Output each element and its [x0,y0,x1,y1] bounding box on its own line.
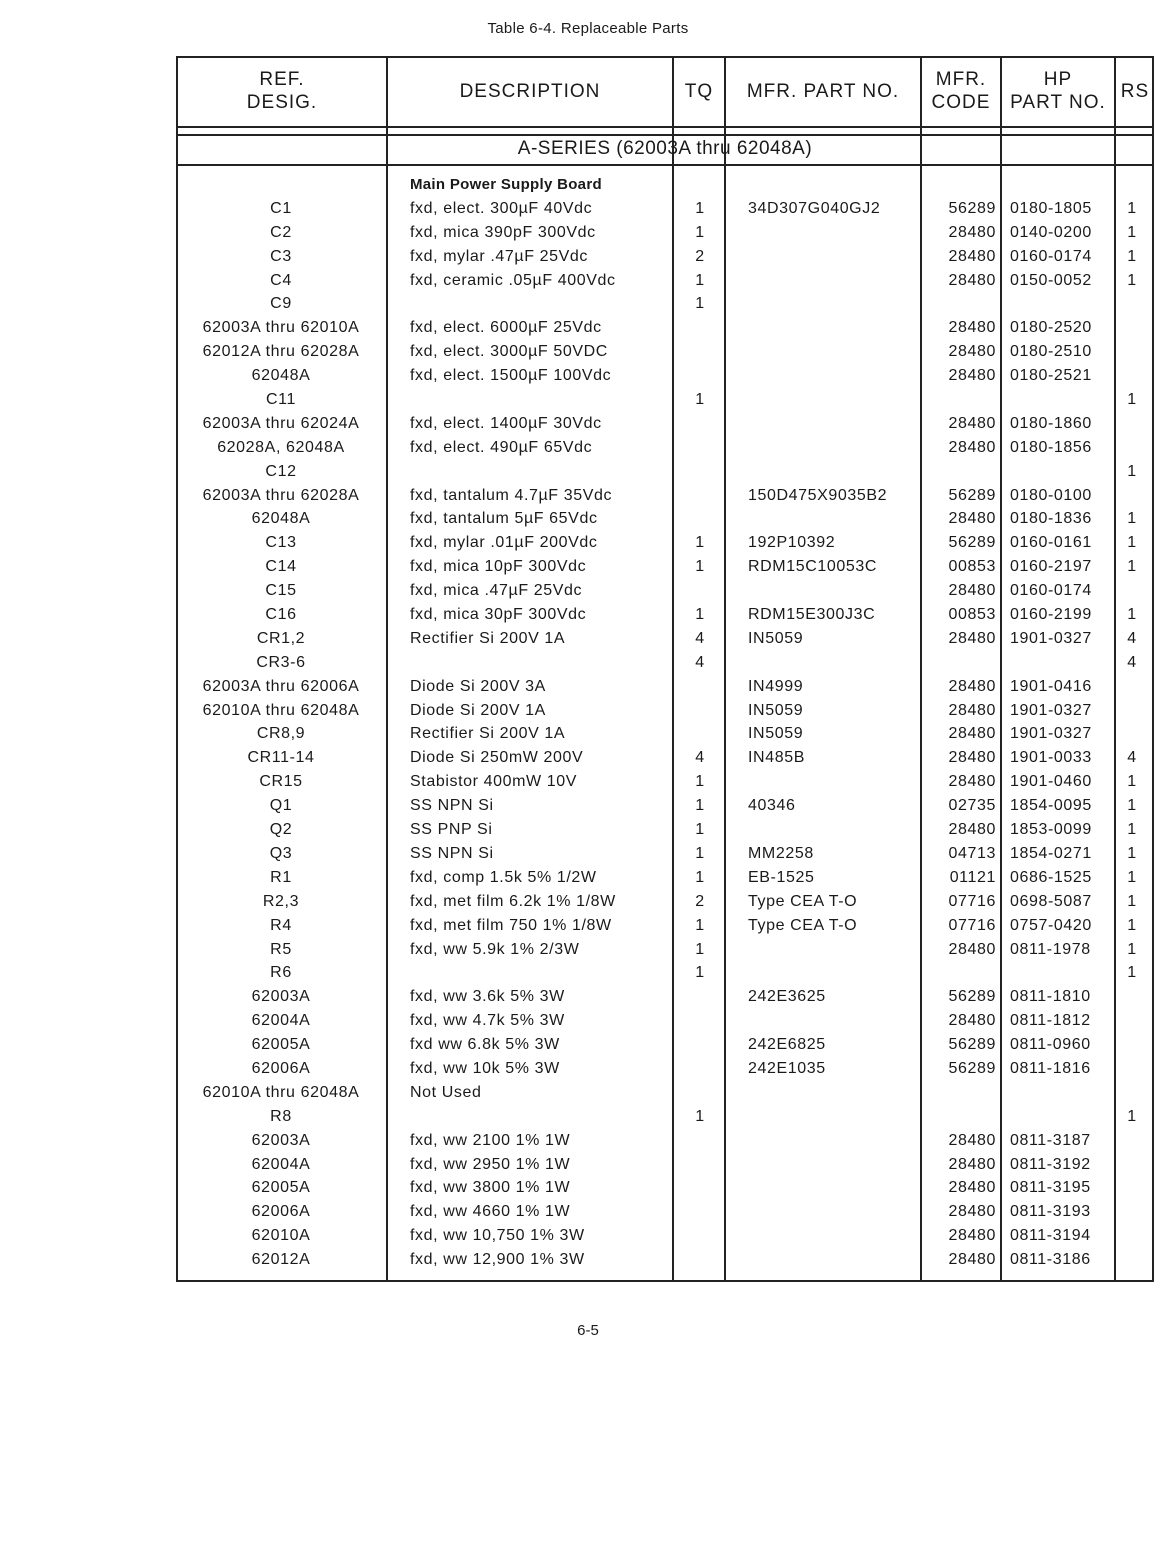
cell-description: Main Power Supply Board [410,176,602,193]
table-row [178,1201,1152,1225]
cell-ref-desig: 62004A [251,1155,311,1173]
cell-ref-desig: C13 [265,534,297,552]
cell-mfr-part-no: 242E3625 [748,988,826,1006]
cell-description: fxd, elect. 490µF 65Vdc [410,438,593,456]
cell-rs: 1 [1127,271,1137,289]
header-mfr-part-no: MFR. PART NO. [746,81,900,102]
cell-description: Rectifier Si 200V 1A [410,629,566,647]
cell-rs: 1 [1127,916,1137,934]
cell-description: fxd, elect. 6000µF 25Vdc [410,319,602,337]
cell-tq: 1 [695,199,705,217]
cell-mfr-part-no: MM2258 [748,844,814,862]
cell-mfr-code: 56289 [948,534,996,552]
cell-hp-part-no: 0811-3192 [1010,1155,1091,1173]
cell-mfr-code: 28480 [948,940,996,958]
header-mfr-code: MFR. CODE [931,69,991,113]
table-row [178,222,1152,246]
cell-ref-desig: C14 [265,558,297,576]
cell-mfr-code: 02735 [948,797,996,815]
cell-mfr-code: 28480 [948,510,996,528]
cell-description: fxd, ww 4660 1% 1W [410,1203,571,1221]
cell-tq: 1 [695,606,705,624]
cell-mfr-code: 28480 [948,438,996,456]
cell-mfr-part-no: IN485B [748,749,805,767]
cell-description: Diode Si 250mW 200V [410,749,584,767]
cell-description: fxd, ww 3800 1% 1W [410,1179,571,1197]
cell-ref-desig: 62006A [251,1203,311,1221]
cell-mfr-part-no: 150D475X9035B2 [748,486,888,504]
cell-hp-part-no: 0140-0200 [1010,223,1092,241]
cell-ref-desig: 62048A [251,367,311,385]
cell-description: SS NPN Si [410,844,494,862]
cell-tq: 2 [695,892,705,910]
table-row [178,867,1152,891]
cell-description: fxd, ceramic .05µF 400Vdc [410,271,616,289]
cell-mfr-code: 28480 [948,247,996,265]
cell-mfr-part-no: IN5059 [748,701,804,719]
table-row [178,1058,1152,1082]
cell-hp-part-no: 1901-0460 [1010,773,1092,791]
cell-ref-desig: C11 [266,391,296,409]
cell-mfr-code: 04713 [948,844,996,862]
cell-ref-desig: C9 [270,295,292,313]
table-row [178,174,1152,198]
cell-ref-desig: CR3-6 [256,653,306,671]
cell-tq: 1 [695,773,705,791]
cell-mfr-code: 28480 [948,1179,996,1197]
cell-ref-desig: 62005A [251,1179,311,1197]
cell-rs: 1 [1127,964,1137,982]
cell-hp-part-no: 1901-0327 [1010,629,1092,647]
table-row [178,962,1152,986]
cell-rs: 1 [1127,391,1137,409]
cell-mfr-code: 56289 [948,1036,996,1054]
cell-description: fxd, mica 390pF 300Vdc [410,223,596,241]
cell-hp-part-no: 0811-3186 [1010,1251,1091,1269]
cell-description: fxd ww 6.8k 5% 3W [410,1036,560,1054]
series-rule [178,164,1152,166]
table-row [178,939,1152,963]
cell-hp-part-no: 1853-0099 [1010,821,1092,839]
cell-rs: 1 [1127,558,1137,576]
cell-tq: 1 [695,821,705,839]
cell-mfr-part-no: Type CEA T-O [748,916,858,934]
cell-tq: 1 [695,1107,705,1125]
cell-rs: 1 [1127,462,1137,480]
table-row [178,365,1152,389]
cell-mfr-code: 28480 [948,1131,996,1149]
cell-tq: 4 [695,653,705,671]
cell-rs: 1 [1127,247,1137,265]
cell-description: fxd, met film 750 1% 1/8W [410,916,612,934]
table-row [178,771,1152,795]
cell-ref-desig: R4 [270,916,292,934]
cell-tq: 1 [695,534,705,552]
table-row [178,532,1152,556]
cell-ref-desig: R8 [270,1107,292,1125]
cell-ref-desig: C4 [270,271,292,289]
cell-ref-desig: Q2 [269,821,293,839]
cell-ref-desig: 62012A thru 62028A [202,343,360,361]
cell-ref-desig: 62003A thru 62010A [202,319,360,337]
cell-mfr-code: 00853 [948,558,996,576]
table-row [178,198,1152,222]
cell-mfr-code: 01121 [949,868,996,886]
cell-hp-part-no: 0180-2521 [1010,367,1092,385]
cell-ref-desig: R6 [270,964,292,982]
cell-rs: 1 [1127,844,1137,862]
header-tq: TQ [684,81,714,102]
cell-mfr-part-no: 242E1035 [748,1059,826,1077]
cell-rs: 4 [1127,749,1137,767]
table-row [178,843,1152,867]
cell-ref-desig: 62006A [251,1059,311,1077]
cell-mfr-code: 07716 [948,892,996,910]
cell-mfr-code: 28480 [948,749,996,767]
table-row [178,1154,1152,1178]
table-row [178,461,1152,485]
cell-hp-part-no: 1901-0327 [1010,725,1092,743]
cell-ref-desig: R1 [270,868,292,886]
cell-hp-part-no: 0757-0420 [1010,916,1092,934]
header-rule [178,126,1152,128]
cell-tq: 1 [695,868,705,886]
cell-description: fxd, mylar .01µF 200Vdc [410,534,598,552]
series-heading: A-SERIES (62003A thru 62048A) [517,138,813,159]
cell-description: fxd, tantalum 4.7µF 35Vdc [410,486,613,504]
cell-hp-part-no: 0811-1812 [1010,1012,1091,1030]
table-row [178,1130,1152,1154]
cell-mfr-code: 28480 [948,1155,996,1173]
cell-mfr-part-no: IN4999 [748,677,804,695]
cell-ref-desig: CR15 [259,773,303,791]
table-row [178,1106,1152,1130]
cell-mfr-part-no: 34D307G040GJ2 [748,199,881,217]
cell-ref-desig: 62010A thru 62048A [202,701,360,719]
table-title: Table 6-4. Replaceable Parts [487,20,689,37]
cell-description: Not Used [410,1083,482,1101]
table-row [178,1010,1152,1034]
cell-hp-part-no: 0811-3195 [1010,1179,1091,1197]
cell-hp-part-no: 1901-0327 [1010,701,1092,719]
cell-ref-desig: Q1 [269,797,293,815]
cell-description: fxd, ww 10,750 1% 3W [410,1227,585,1245]
cell-rs: 1 [1127,606,1137,624]
cell-hp-part-no: 1854-0271 [1010,844,1092,862]
cell-ref-desig: R5 [270,940,292,958]
cell-description: fxd, ww 3.6k 5% 3W [410,988,565,1006]
cell-mfr-code: 28480 [948,677,996,695]
cell-description: fxd, mica 10pF 300Vdc [410,558,587,576]
table-row [178,413,1152,437]
table-row [178,747,1152,771]
table-row [178,389,1152,413]
cell-hp-part-no: 0686-1525 [1010,868,1092,886]
cell-description: fxd, ww 5.9k 1% 2/3W [410,940,580,958]
cell-tq: 2 [695,247,705,265]
table-row [178,485,1152,509]
cell-description: fxd, ww 10k 5% 3W [410,1059,560,1077]
cell-hp-part-no: 0180-1856 [1010,438,1092,456]
cell-ref-desig: C16 [265,606,297,624]
cell-mfr-code: 28480 [948,1203,996,1221]
cell-hp-part-no: 0150-0052 [1010,271,1092,289]
cell-tq: 1 [695,916,705,934]
cell-mfr-code: 28480 [948,582,996,600]
header-hp-part-no: HP PART NO. [1010,69,1106,113]
cell-mfr-code: 07716 [948,916,996,934]
cell-mfr-code: 28480 [948,223,996,241]
cell-ref-desig: Q3 [269,844,293,862]
cell-mfr-part-no: EB-1525 [748,868,815,886]
cell-description: fxd, met film 6.2k 1% 1/8W [410,892,616,910]
table-row [178,1082,1152,1106]
cell-mfr-part-no: Type CEA T-O [748,892,858,910]
table-row [178,246,1152,270]
cell-description: Diode Si 200V 1A [410,701,546,719]
cell-mfr-code: 56289 [948,1059,996,1077]
cell-rs: 1 [1127,1107,1137,1125]
cell-mfr-code: 28480 [948,1251,996,1269]
cell-mfr-part-no: 192P10392 [748,534,836,552]
cell-tq: 4 [695,629,705,647]
header-rule-double [178,134,1152,136]
cell-ref-desig: 62028A, 62048A [217,438,345,456]
cell-description: fxd, comp 1.5k 5% 1/2W [410,868,597,886]
cell-ref-desig: 62003A thru 62006A [202,677,360,695]
table-row [178,341,1152,365]
parts-table [176,56,1154,1282]
cell-hp-part-no: 0180-0100 [1010,486,1092,504]
cell-description: fxd, ww 2950 1% 1W [410,1155,571,1173]
cell-mfr-code: 28480 [948,701,996,719]
cell-description: fxd, mylar .47µF 25Vdc [410,247,589,265]
cell-ref-desig: R2,3 [262,892,300,910]
table-row [178,628,1152,652]
table-row [178,915,1152,939]
cell-tq: 1 [695,391,705,409]
table-row [178,1034,1152,1058]
cell-rs: 4 [1127,629,1137,647]
cell-mfr-code: 00853 [948,606,996,624]
cell-mfr-part-no: 242E6825 [748,1036,826,1054]
cell-tq: 1 [695,964,705,982]
cell-tq: 1 [695,844,705,862]
table-row [178,437,1152,461]
header-rs: RS [1120,81,1150,102]
cell-ref-desig: 62003A thru 62024A [202,414,360,432]
cell-mfr-code: 28480 [948,725,996,743]
cell-hp-part-no: 0811-0960 [1010,1036,1091,1054]
cell-hp-part-no: 0811-3193 [1010,1203,1091,1221]
cell-rs: 1 [1127,797,1137,815]
cell-mfr-code: 28480 [948,343,996,361]
table-row [178,819,1152,843]
table-row [178,652,1152,676]
cell-ref-desig: 62048A [251,510,311,528]
cell-rs: 1 [1127,199,1137,217]
cell-description: Diode Si 200V 3A [410,677,546,695]
table-row [178,700,1152,724]
cell-ref-desig: CR1,2 [256,629,306,647]
cell-hp-part-no: 0180-2510 [1010,343,1092,361]
cell-ref-desig: 62010A [251,1227,311,1245]
cell-hp-part-no: 0811-1978 [1010,940,1091,958]
cell-rs: 1 [1127,773,1137,791]
cell-description: fxd, tantalum 5µF 65Vdc [410,510,598,528]
cell-description: fxd, elect. 3000µF 50VDC [410,343,608,361]
cell-rs: 1 [1127,821,1137,839]
cell-mfr-part-no: IN5059 [748,725,804,743]
cell-ref-desig: 62005A [251,1036,311,1054]
cell-hp-part-no: 0180-2520 [1010,319,1092,337]
cell-rs: 1 [1127,534,1137,552]
cell-mfr-part-no: IN5059 [748,629,804,647]
cell-rs: 1 [1127,223,1137,241]
cell-description: SS PNP Si [410,821,493,839]
cell-ref-desig: C2 [270,223,292,241]
cell-mfr-code: 28480 [948,629,996,647]
cell-description: fxd, mica 30pF 300Vdc [410,606,587,624]
page-number: 6-5 [577,1322,599,1339]
cell-rs: 1 [1127,940,1137,958]
cell-rs: 1 [1127,892,1137,910]
cell-hp-part-no: 0160-2197 [1010,558,1092,576]
table-row [178,270,1152,294]
cell-hp-part-no: 0811-1816 [1010,1059,1091,1077]
table-row [178,556,1152,580]
table-row [178,508,1152,532]
cell-ref-desig: C15 [265,582,297,600]
cell-hp-part-no: 0180-1805 [1010,199,1092,217]
cell-ref-desig: C12 [265,462,297,480]
cell-mfr-code: 56289 [948,486,996,504]
table-row [178,676,1152,700]
cell-mfr-code: 56289 [948,199,996,217]
cell-mfr-part-no: RDM15C10053C [748,558,878,576]
table-row [178,795,1152,819]
table-row [178,1225,1152,1249]
cell-ref-desig: CR11-14 [247,749,315,767]
cell-ref-desig: 62004A [251,1012,311,1030]
cell-rs: 4 [1127,653,1137,671]
cell-ref-desig: C1 [270,199,292,217]
cell-ref-desig: C3 [270,247,292,265]
header-ref-desig: REF. DESIG. [246,69,318,113]
cell-mfr-part-no: RDM15E300J3C [748,606,876,624]
cell-description: fxd, ww 12,900 1% 3W [410,1251,585,1269]
cell-tq: 1 [695,797,705,815]
cell-mfr-code: 28480 [948,271,996,289]
cell-tq: 1 [695,295,705,313]
cell-hp-part-no: 0180-1860 [1010,414,1092,432]
cell-hp-part-no: 0160-2199 [1010,606,1092,624]
cell-hp-part-no: 0160-0161 [1010,534,1092,552]
cell-description: SS NPN Si [410,797,494,815]
cell-hp-part-no: 0811-3187 [1010,1131,1091,1149]
cell-description: Rectifier Si 200V 1A [410,725,566,743]
cell-ref-desig: 62003A thru 62028A [202,486,360,504]
cell-description: fxd, elect. 1500µF 100Vdc [410,367,612,385]
table-row [178,580,1152,604]
header-description: DESCRIPTION [459,81,601,102]
cell-hp-part-no: 0160-0174 [1010,247,1092,265]
cell-ref-desig: 62003A [251,988,311,1006]
cell-hp-part-no: 1901-0416 [1010,677,1092,695]
table-row [178,317,1152,341]
table-row [178,293,1152,317]
cell-hp-part-no: 0811-3194 [1010,1227,1091,1245]
cell-description: Stabistor 400mW 10V [410,773,578,791]
table-row [178,1177,1152,1201]
cell-ref-desig: 62010A thru 62048A [202,1083,360,1101]
cell-description: fxd, elect. 1400µF 30Vdc [410,414,602,432]
cell-hp-part-no: 0811-1810 [1010,988,1091,1006]
cell-mfr-code: 28480 [948,319,996,337]
table-row [178,891,1152,915]
cell-mfr-code: 56289 [948,988,996,1006]
table-row [178,723,1152,747]
cell-hp-part-no: 1901-0033 [1010,749,1092,767]
cell-rs: 1 [1127,510,1137,528]
parts-list [178,174,1152,1273]
cell-description: fxd, ww 2100 1% 1W [410,1131,571,1149]
table-row [178,1249,1152,1273]
cell-tq: 1 [695,940,705,958]
cell-tq: 1 [695,271,705,289]
cell-mfr-code: 28480 [948,1227,996,1245]
cell-description: fxd, elect. 300µF 40Vdc [410,199,593,217]
cell-tq: 1 [695,558,705,576]
table-row [178,986,1152,1010]
cell-ref-desig: CR8,9 [256,725,306,743]
cell-mfr-code: 28480 [948,1012,996,1030]
cell-description: fxd, mica .47µF 25Vdc [410,582,583,600]
cell-mfr-part-no: 40346 [748,797,796,815]
cell-hp-part-no: 0698-5087 [1010,892,1092,910]
cell-mfr-code: 28480 [948,821,996,839]
cell-rs: 1 [1127,868,1137,886]
cell-hp-part-no: 1854-0095 [1010,797,1092,815]
cell-ref-desig: 62003A [251,1131,311,1149]
cell-ref-desig: 62012A [251,1251,311,1269]
cell-mfr-code: 28480 [948,414,996,432]
cell-hp-part-no: 0180-1836 [1010,510,1092,528]
cell-tq: 1 [695,223,705,241]
cell-mfr-code: 28480 [948,773,996,791]
cell-description: fxd, ww 4.7k 5% 3W [410,1012,565,1030]
cell-mfr-code: 28480 [948,367,996,385]
cell-hp-part-no: 0160-0174 [1010,582,1092,600]
table-row [178,604,1152,628]
cell-tq: 4 [695,749,705,767]
